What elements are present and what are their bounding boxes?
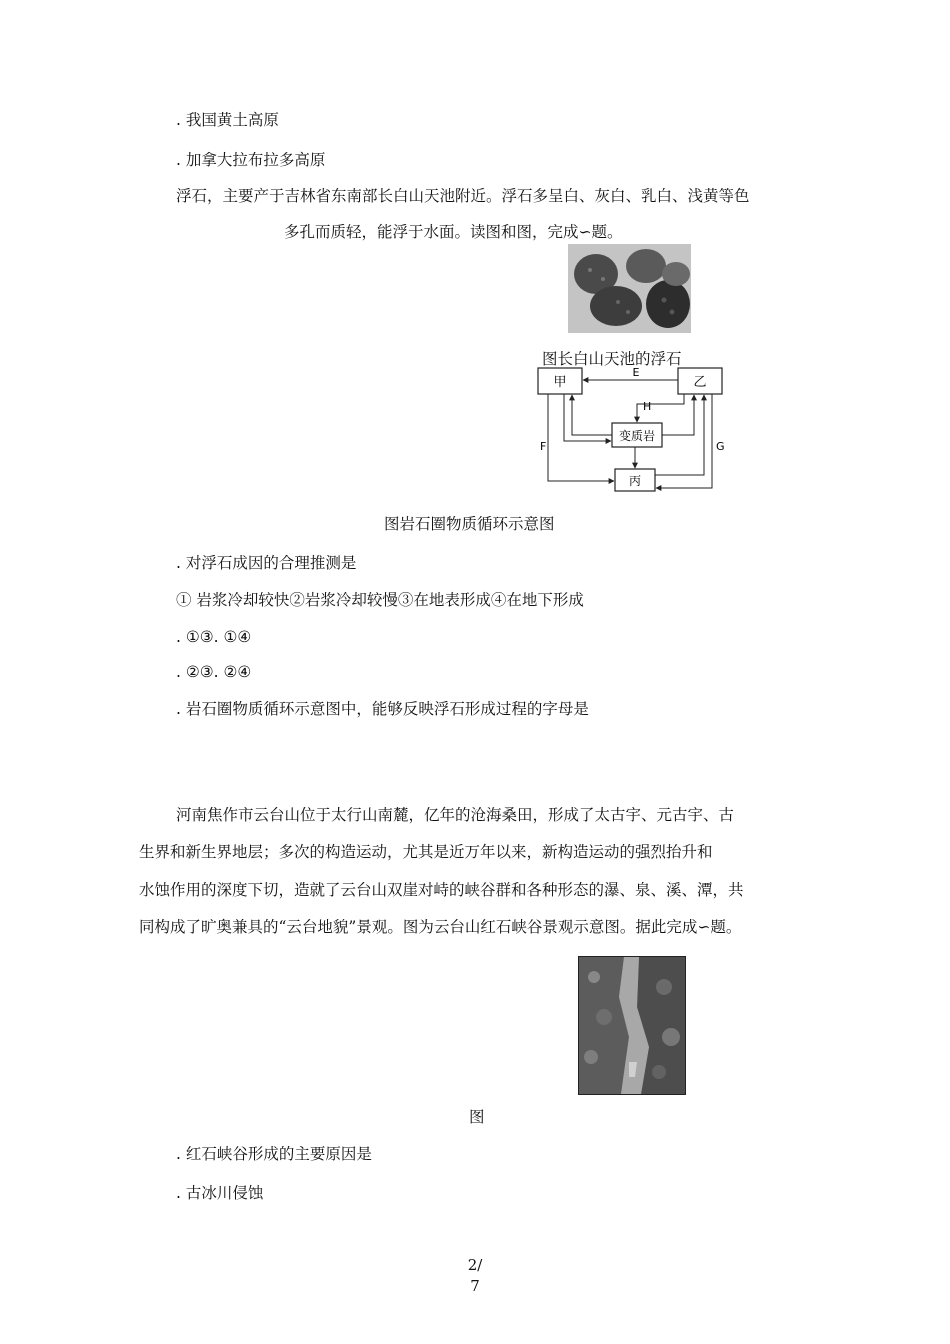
option-c-loess-plateau: . 我国黄土高原	[176, 111, 279, 129]
yuntai-paragraph-3: 水蚀作用的深度下切，造就了云台山双崖对峙的峡谷群和各种形态的瀑、泉、溪、潭，共	[139, 881, 744, 899]
pumice-intro-paragraph: 浮石，主要产于吉林省东南部长白山天池附近。浮石多呈白、灰白、乳白、浅黄等色	[176, 187, 750, 205]
question1-stem: . 对浮石成因的合理推测是	[176, 554, 357, 572]
arrow-metamorphic-to-jia	[572, 395, 612, 435]
canyon-photo-art	[579, 957, 685, 1094]
label-h: H	[643, 400, 652, 413]
box-yi-label: 乙	[693, 375, 707, 390]
arrow-metamorphic-to-yi	[662, 395, 694, 435]
arrow-f	[548, 394, 614, 481]
page-number-top: 2/	[467, 1256, 483, 1274]
pumice-photo-art	[568, 244, 691, 333]
question1-choices: ① 岩浆冷却较快②岩浆冷却较慢③在地表形成④在地下形成	[176, 591, 584, 609]
page-number-bottom: 7	[470, 1277, 480, 1295]
label-g: G	[716, 440, 725, 453]
pumice-photo	[568, 244, 691, 333]
question2-stem: . 岩石圈物质循环示意图中，能够反映浮石形成过程的字母是	[176, 700, 589, 718]
question1-options-ab: . ①③. ①④	[176, 628, 252, 646]
pumice-intro-paragraph-cont: 多孔而质轻，能浮于水面。读图和图，完成∽题。	[284, 223, 623, 241]
label-e: E	[632, 366, 640, 379]
box-bing-label: 丙	[628, 474, 642, 488]
question3-option-a: . 古冰川侵蚀	[176, 1184, 264, 1202]
option-d-labrador-plateau: . 加拿大拉布拉多高原	[176, 151, 326, 169]
yuntai-paragraph-4: 同构成了旷奥兼具的“云台地貌”景观。图为云台山红石峡谷景观示意图。据此完成∽题。	[139, 918, 742, 936]
question1-options-cd: . ②③. ②④	[176, 663, 252, 681]
yuntai-paragraph-2: 生界和新生界地层；多次的构造运动，尤其是近万年以来，新构造运动的强烈抬升和	[139, 843, 713, 861]
figure2-caption: 图岩石圈物质循环示意图	[384, 515, 555, 533]
yuntai-paragraph-1: 河南焦作市云台山位于太行山南麓，亿年的沧海桑田，形成了太古宇、元古宇、古	[176, 806, 735, 824]
rock-cycle-diagram	[536, 364, 726, 494]
red-stone-canyon-photo	[578, 956, 686, 1095]
figure1-caption: 图长白山天池的浮石	[542, 350, 682, 368]
figure3-caption: 图	[469, 1108, 485, 1126]
arrow-jia-to-metamorphic	[564, 394, 611, 441]
question3-stem: . 红石峡谷形成的主要原因是	[176, 1145, 372, 1163]
label-f: F	[540, 440, 547, 453]
box-jia-label: 甲	[553, 375, 567, 390]
box-metamorphic-label: 变质岩	[618, 429, 656, 443]
